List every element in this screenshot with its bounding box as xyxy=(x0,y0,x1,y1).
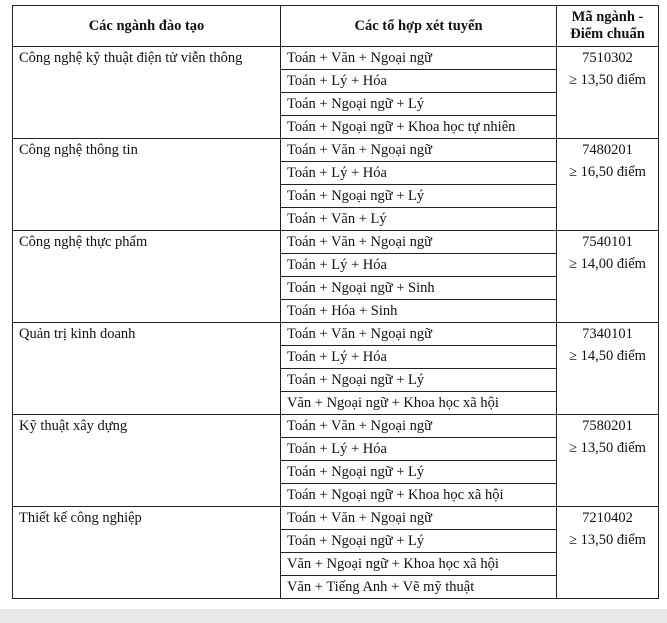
table-row xyxy=(13,507,659,530)
subject-combo-cell: Toán + Ngoại ngữ + Lý xyxy=(281,185,557,208)
cutoff-score: ≥ 13,50 điểm xyxy=(569,440,646,456)
subject-combo-cell: Toán + Ngoại ngữ + Lý xyxy=(281,93,557,116)
table-row xyxy=(13,231,659,254)
subject-combo-cell: Toán + Lý + Hóa xyxy=(281,254,557,277)
table-row xyxy=(13,47,659,70)
major-name-cell: Thiết kế công nghiệp xyxy=(13,507,281,599)
subject-combo-cell: Toán + Văn + Lý xyxy=(281,208,557,231)
major-code: 7340101 xyxy=(582,326,633,342)
major-code: 7210402 xyxy=(582,510,633,526)
code-score-cell xyxy=(557,47,659,139)
subject-combo-cell: Toán + Lý + Hóa xyxy=(281,346,557,369)
table-row xyxy=(13,139,659,162)
subject-combo-cell: Toán + Lý + Hóa xyxy=(281,70,557,93)
major-code: 7580201 xyxy=(582,418,633,434)
subject-combo-cell: Toán + Văn + Ngoại ngữ xyxy=(281,415,557,438)
table-body xyxy=(13,47,659,599)
major-name-cell: Công nghệ kỹ thuật điện tử viễn thông xyxy=(13,47,281,139)
major-name-cell: Kỹ thuật xây dựng xyxy=(13,415,281,507)
cutoff-score: ≥ 13,50 điểm xyxy=(569,532,646,548)
subject-combo-cell: Toán + Hóa + Sinh xyxy=(281,300,557,323)
table-row xyxy=(13,415,659,438)
code-score-cell xyxy=(557,139,659,231)
cutoff-score: ≥ 16,50 điểm xyxy=(569,164,646,180)
cutoff-score: ≥ 14,00 điểm xyxy=(569,256,646,272)
subject-combo-cell: Toán + Ngoại ngữ + Khoa học tự nhiên xyxy=(281,116,557,139)
major-name-cell: Công nghệ thông tin xyxy=(13,139,281,231)
subject-combo-cell: Toán + Văn + Ngoại ngữ xyxy=(281,323,557,346)
header-code-line2: Điểm chuẩn xyxy=(570,26,645,42)
cutoff-score: ≥ 14,50 điểm xyxy=(569,348,646,364)
header-code-score xyxy=(557,6,659,47)
subject-combo-cell: Toán + Văn + Ngoại ngữ xyxy=(281,231,557,254)
code-score-cell xyxy=(557,415,659,507)
subject-combo-cell: Toán + Ngoại ngữ + Khoa học xã hội xyxy=(281,484,557,507)
subject-combo-cell: Toán + Ngoại ngữ + Sinh xyxy=(281,277,557,300)
admissions-table xyxy=(12,5,659,599)
subject-combo-cell: Toán + Văn + Ngoại ngữ xyxy=(281,507,557,530)
major-name-cell: Công nghệ thực phẩm xyxy=(13,231,281,323)
cutoff-score: ≥ 13,50 điểm xyxy=(569,72,646,88)
subject-combo-cell: Toán + Văn + Ngoại ngữ xyxy=(281,47,557,70)
subject-combo-cell: Văn + Tiếng Anh + Vẽ mỹ thuật xyxy=(281,576,557,599)
header-major: Các ngành đào tạo xyxy=(13,6,281,47)
code-score-cell xyxy=(557,507,659,599)
subject-combo-cell: Toán + Ngoại ngữ + Lý xyxy=(281,369,557,392)
major-name-cell: Quản trị kinh doanh xyxy=(13,323,281,415)
subject-combo-cell: Toán + Ngoại ngữ + Lý xyxy=(281,530,557,553)
header-row xyxy=(13,6,659,47)
major-code: 7480201 xyxy=(582,142,633,158)
subject-combo-cell: Toán + Lý + Hóa xyxy=(281,438,557,461)
subject-combo-cell: Toán + Ngoại ngữ + Lý xyxy=(281,461,557,484)
subject-combo-cell: Toán + Lý + Hóa xyxy=(281,162,557,185)
code-score-cell xyxy=(557,323,659,415)
subject-combo-cell: Văn + Ngoại ngữ + Khoa học xã hội xyxy=(281,553,557,576)
header-code-line1: Mã ngành - xyxy=(571,9,644,25)
major-code: 7540101 xyxy=(582,234,633,250)
header-combos: Các tổ hợp xét tuyển xyxy=(281,6,557,47)
code-score-cell xyxy=(557,231,659,323)
subject-combo-cell: Toán + Văn + Ngoại ngữ xyxy=(281,139,557,162)
major-code: 7510302 xyxy=(582,50,633,66)
table-row xyxy=(13,323,659,346)
subject-combo-cell: Văn + Ngoại ngữ + Khoa học xã hội xyxy=(281,392,557,415)
